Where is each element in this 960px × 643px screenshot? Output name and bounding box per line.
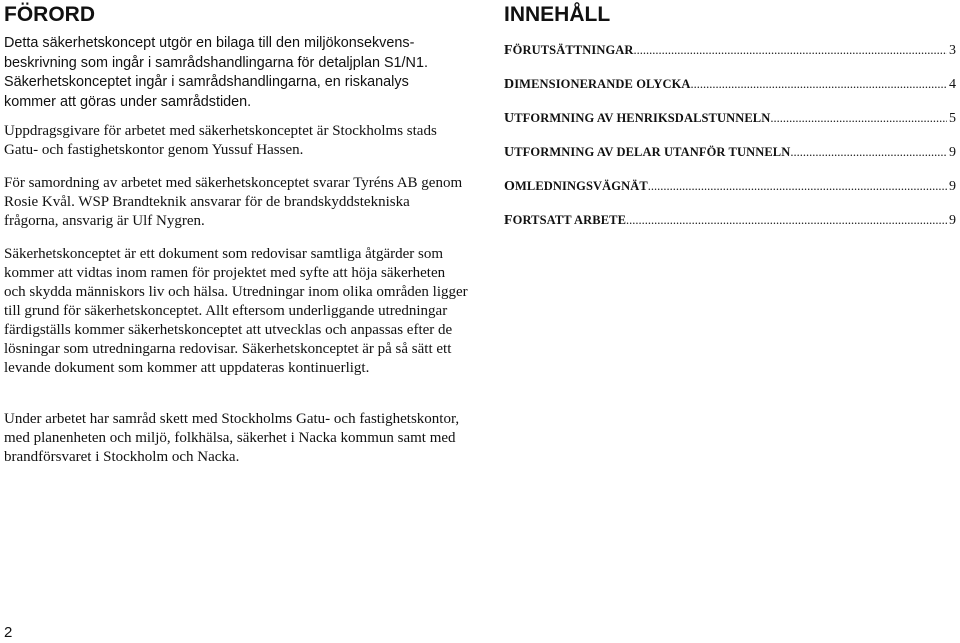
toc-entry-title: FÖRUTSÄTTNINGAR xyxy=(504,43,634,58)
toc-entry-page: 9 xyxy=(949,179,956,194)
foreword-heading: FÖRORD xyxy=(4,3,95,26)
page-number: 2 xyxy=(4,624,13,641)
foreword-section xyxy=(4,0,474,465)
foreword-paragraph-1: Detta säkerhetskoncept utgör en bilaga till den miljökonsekvens-beskrivning som ingår i samrådshandlingarna för detaljplan S1/N1. Säkerhetskonceptet ingår i samrådshandlingarna, en riskanalys kommer att göras under samrådstiden. xyxy=(4,35,428,110)
foreword-paragraph-3: För samordning av arbetet med säkerhetskonceptet svarar Tyréns AB genom Rosie Kvål. WSP Brandteknik ansvarar för de brandskyddstekniska frågorna, ansvarig är Ulf Nygren. xyxy=(4,175,463,229)
toc-entry-page: 5 xyxy=(949,111,956,126)
toc-entry-page: 9 xyxy=(949,145,956,160)
toc-entry[interactable] xyxy=(504,213,956,247)
toc-leader-dots xyxy=(770,111,947,126)
toc-entry[interactable] xyxy=(504,111,956,145)
toc-entry-title: DIMENSIONERANDE OLYCKA xyxy=(504,77,691,92)
toc-entry-title: UTFORMNING AV HENRIKSDALSTUNNELN xyxy=(504,111,771,126)
toc-entry[interactable] xyxy=(504,77,956,111)
toc-entry[interactable] xyxy=(504,145,956,179)
toc-leader-dots xyxy=(691,77,947,92)
toc-entry-title: OMLEDNINGSVÄGNÄT xyxy=(504,179,648,194)
toc-entry[interactable] xyxy=(504,179,956,213)
foreword-paragraph-2: Uppdragsgivare för arbetet med säkerhetskonceptet är Stockholms stads Gatu- och fastighetskontor genom Yussuf Hassen. xyxy=(4,123,437,158)
toc-leader-dots xyxy=(790,145,947,160)
contents-heading: INNEHÅLL xyxy=(504,3,611,26)
toc-leader-dots xyxy=(626,213,947,228)
toc-entry-title: FORTSATT ARBETE xyxy=(504,213,627,228)
table-of-contents xyxy=(504,43,956,247)
contents-section xyxy=(504,0,960,228)
toc-entry[interactable] xyxy=(504,43,956,77)
toc-entry-page: 9 xyxy=(949,213,956,228)
toc-entry-title: UTFORMNING AV DELAR UTANFÖR TUNNELN xyxy=(504,145,791,160)
toc-entry-page: 3 xyxy=(949,43,956,58)
foreword-paragraph-4: Säkerhetskonceptet är ett dokument som redovisar samtliga åtgärder som kommer att vidtas inom ramen för projektet med syfte att höja säkerheten och skydda människors liv och hälsa. Utredningar inom olika områden ligger till grund för säkerhetskonceptet. Allt eftersom underliggande utredningar färdigställs kommer säkerhetskonceptet att utvecklas och anpassas efter de lösningar som utredningarna redovisar. Säkerhetskonceptet är på så sätt ett levande dokument som kommer att uppdateras kontinuerligt. xyxy=(4,246,468,376)
foreword-paragraph-5: Under arbetet har samråd skett med Stockholms Gatu- och fastighetskontor, med planenheten och miljö, folkhälsa, säkerhet i Nacka kommun samt med brandförsvaret i Stockholm och Nacka. xyxy=(4,411,460,465)
toc-leader-dots xyxy=(648,179,947,194)
toc-entry-page: 4 xyxy=(949,77,956,92)
toc-leader-dots xyxy=(634,43,947,58)
